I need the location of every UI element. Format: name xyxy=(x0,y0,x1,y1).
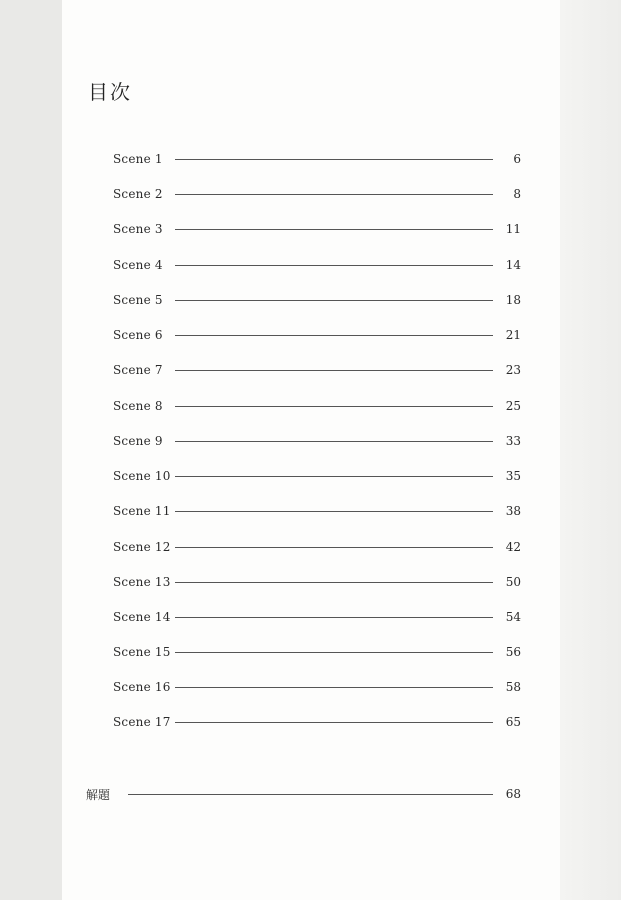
toc-entry-page: 42 xyxy=(505,540,521,554)
toc-leader-rule xyxy=(175,335,493,336)
toc-leader-rule xyxy=(175,406,493,407)
toc-entry-label: Scene 3 xyxy=(113,222,163,236)
toc-entry-label: Scene 7 xyxy=(113,363,163,377)
toc-entry-label: Scene 5 xyxy=(113,293,163,307)
toc-leader-rule xyxy=(175,441,493,442)
toc-entry-page: 21 xyxy=(505,328,521,342)
toc-leader-rule xyxy=(175,194,493,195)
toc-entry-page: 50 xyxy=(505,575,521,589)
toc-entry-page: 8 xyxy=(513,187,521,201)
toc-entry-label: Scene 4 xyxy=(113,258,163,272)
toc-appendix-page: 68 xyxy=(505,787,521,801)
toc-entry[interactable] xyxy=(113,361,521,379)
toc-leader-rule xyxy=(175,229,493,230)
toc-entry[interactable] xyxy=(113,291,521,309)
toc-leader-rule xyxy=(175,370,493,371)
toc-entry-page: 14 xyxy=(505,258,521,272)
toc-leader-rule xyxy=(175,582,493,583)
toc-leader-rule xyxy=(175,652,493,653)
toc-leader-rule xyxy=(128,794,493,795)
toc-title: 目次 xyxy=(88,80,132,104)
toc-entry[interactable] xyxy=(113,256,521,274)
toc-entry-page: 56 xyxy=(505,645,521,659)
toc-entry-page: 33 xyxy=(505,434,521,448)
toc-entry-label: Scene 9 xyxy=(113,434,163,448)
toc-entry-label: Scene 16 xyxy=(113,680,171,694)
toc-entry-page: 11 xyxy=(505,222,521,236)
toc-entry[interactable] xyxy=(113,713,521,731)
toc-entry[interactable] xyxy=(113,150,521,168)
toc-entry-page: 38 xyxy=(505,504,521,518)
toc-entry-label: Scene 11 xyxy=(113,504,171,518)
toc-leader-rule xyxy=(175,476,493,477)
toc-entry[interactable] xyxy=(113,678,521,696)
toc-entry[interactable] xyxy=(113,185,521,203)
toc-appendix-entry[interactable] xyxy=(86,785,521,803)
toc-entry-page: 23 xyxy=(505,363,521,377)
toc-leader-rule xyxy=(175,722,493,723)
toc-entry-page: 25 xyxy=(505,399,521,413)
toc-entry[interactable] xyxy=(113,326,521,344)
toc-entry[interactable] xyxy=(113,502,521,520)
toc-entry-page: 18 xyxy=(505,293,521,307)
toc-leader-rule xyxy=(175,687,493,688)
toc-entry-label: Scene 6 xyxy=(113,328,163,342)
toc-entry-page: 65 xyxy=(505,715,521,729)
toc-entry-label: Scene 17 xyxy=(113,715,171,729)
toc-entry-page: 35 xyxy=(505,469,521,483)
toc-entry-label: Scene 14 xyxy=(113,610,171,624)
toc-leader-rule xyxy=(175,547,493,548)
toc-entry-label: Scene 2 xyxy=(113,187,163,201)
toc-entry-label: Scene 13 xyxy=(113,575,171,589)
toc-entry[interactable] xyxy=(113,432,521,450)
toc-entry[interactable] xyxy=(113,573,521,591)
toc-entry[interactable] xyxy=(113,467,521,485)
toc-entry-page: 6 xyxy=(513,152,521,166)
toc-entry-label: Scene 10 xyxy=(113,469,171,483)
toc-entry-label: Scene 8 xyxy=(113,399,163,413)
toc-appendix-label: 解題 xyxy=(86,787,111,802)
toc-entry[interactable] xyxy=(113,397,521,415)
toc-entry[interactable] xyxy=(113,220,521,238)
toc-leader-rule xyxy=(175,300,493,301)
toc-leader-rule xyxy=(175,265,493,266)
toc-entry-page: 58 xyxy=(505,680,521,694)
toc-entry[interactable] xyxy=(113,608,521,626)
toc-leader-rule xyxy=(175,159,493,160)
toc-entry-label: Scene 15 xyxy=(113,645,171,659)
toc-entry-label: Scene 1 xyxy=(113,152,163,166)
toc-entry[interactable] xyxy=(113,643,521,661)
toc-entry-page: 54 xyxy=(505,610,521,624)
toc-entry[interactable] xyxy=(113,538,521,556)
toc-leader-rule xyxy=(175,617,493,618)
toc-entry-label: Scene 12 xyxy=(113,540,171,554)
toc-leader-rule xyxy=(175,511,493,512)
